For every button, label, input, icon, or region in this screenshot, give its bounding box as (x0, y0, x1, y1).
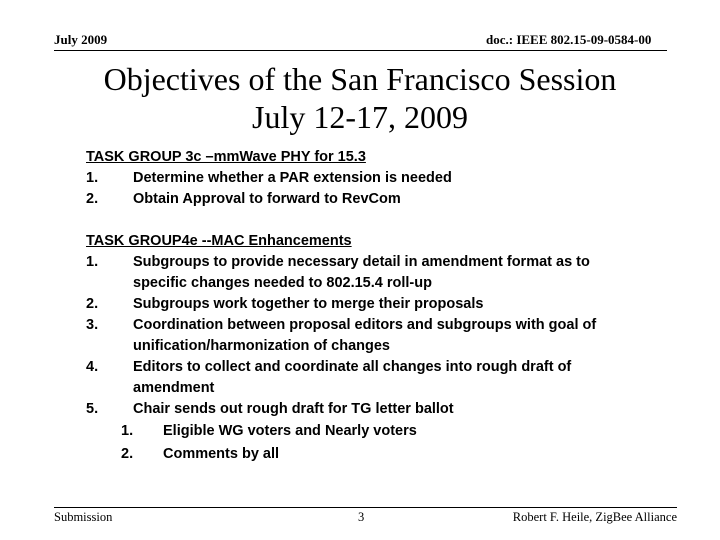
task-group-3c-heading: TASK GROUP 3c –mmWave PHY for 15.3 (86, 149, 366, 165)
sub-item-text: Comments by all (163, 446, 280, 462)
item-number: 5. (86, 401, 99, 417)
task-group-4e-item-1 (86, 252, 686, 294)
task-group-4e-item-4 (86, 357, 686, 399)
slide-title-line-1: Objectives of the San Francisco Session (103, 61, 617, 97)
item-number: 2. (86, 191, 99, 207)
item-text-line-2: specific changes needed to 802.15.4 roll-up (133, 275, 432, 291)
item-text-line-1: Subgroups to provide necessary detail in amendment format as to (133, 254, 590, 270)
task-group-4e-item-5 (86, 399, 686, 420)
slide-title (0, 60, 720, 136)
item-number: 3. (86, 317, 99, 333)
item-text-line-1: Subgroups work together to merge their proposals (133, 296, 484, 312)
slide-body (86, 147, 686, 466)
footer-author: Robert F. Heile, ZigBee Alliance (512, 510, 677, 524)
item-text-line-2: unification/harmonization of changes (133, 338, 390, 354)
task-group-3c-item-2 (86, 189, 686, 210)
header-doc-id: doc.: IEEE 802.15-09-0584-00 (486, 32, 652, 47)
item-text-line-2: amendment (133, 380, 215, 396)
item-text-line-1: Chair sends out rough draft for TG letter ballot (133, 401, 454, 417)
task-group-4e-item-3 (86, 315, 686, 357)
item-number: 4. (86, 359, 99, 375)
section-spacer (86, 210, 686, 231)
item-number: 1. (86, 254, 99, 270)
item-text-line-1: Editors to collect and coordinate all changes into rough draft of (133, 359, 572, 375)
task-group-4e-item-2 (86, 294, 686, 315)
item-text: Determine whether a PAR extension is needed (133, 170, 452, 186)
item-text: Obtain Approval to forward to RevCom (133, 191, 401, 207)
item-number: 2. (86, 296, 99, 312)
sub-item-text: Eligible WG voters and Nearly voters (163, 423, 417, 439)
sub-item-number: 1. (121, 423, 134, 439)
task-group-4e-sub-item-2 (86, 443, 686, 466)
footer-submission: Submission (54, 510, 113, 524)
footer-divider (54, 507, 677, 508)
item-number: 1. (86, 170, 99, 186)
header-date: July 2009 (54, 32, 108, 47)
footer-page-number: 3 (358, 510, 365, 524)
header-divider (54, 50, 667, 51)
slide-title-line-2: July 12-17, 2009 (252, 99, 468, 135)
item-text-line-1: Coordination between proposal editors and subgroups with goal of (133, 317, 597, 333)
task-group-4e-sub-item-1 (86, 420, 686, 443)
task-group-4e-heading: TASK GROUP4e --MAC Enhancements (86, 233, 352, 249)
sub-item-number: 2. (121, 446, 134, 462)
task-group-3c-item-1 (86, 168, 686, 189)
